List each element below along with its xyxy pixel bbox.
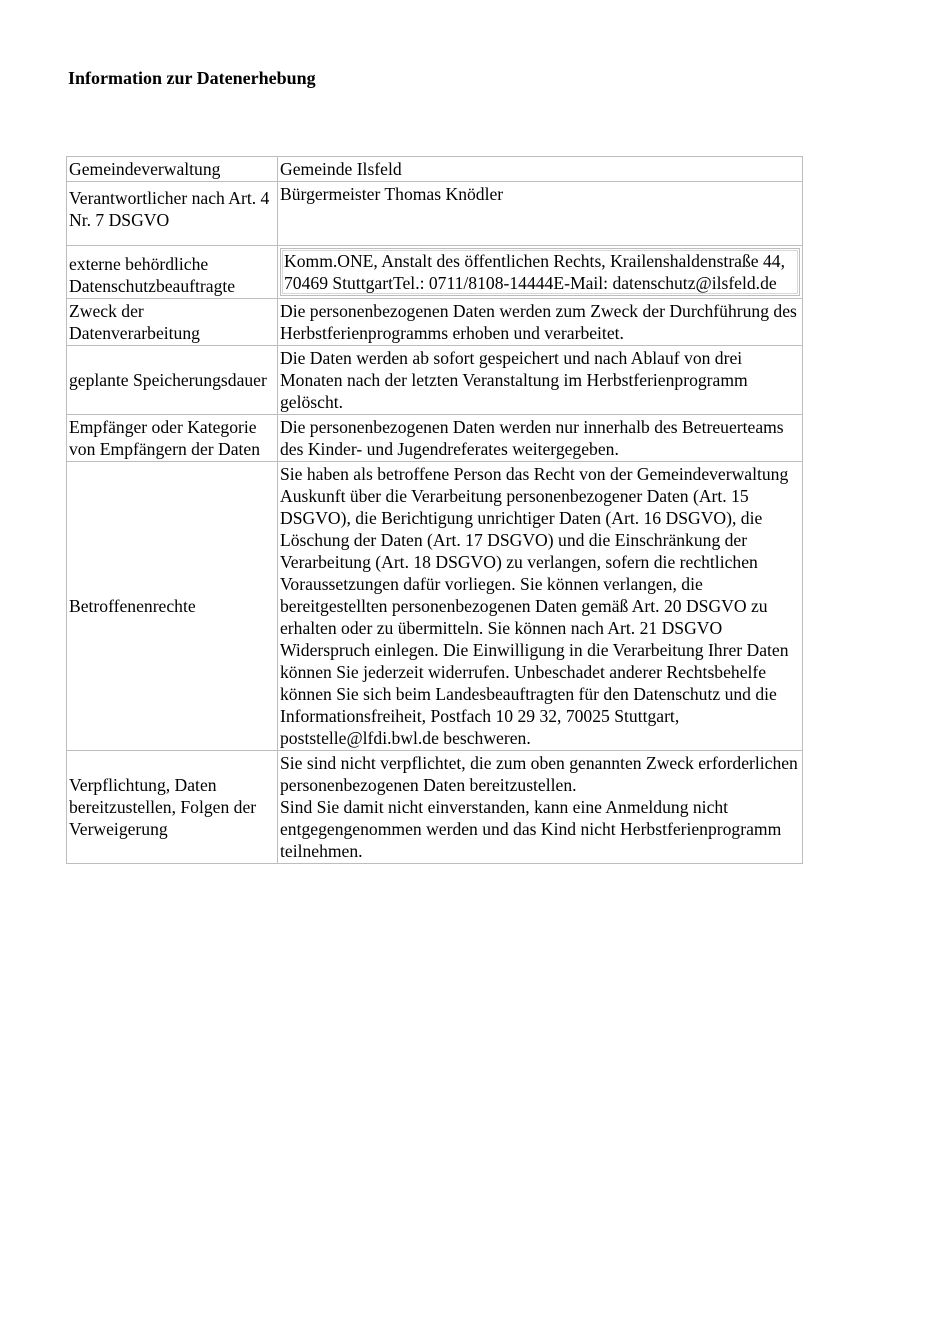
table-row [67,751,803,864]
row-value [278,751,803,864]
page-title: Information zur Datenerhebung [68,68,316,88]
value-paragraph: Sind Sie damit nicht einverstanden, kann eine Anmeldung nicht entgegengenommen werden und das Kind nicht Herbstferienprogramm teilnehmen. [280,797,782,861]
row-value [278,246,803,299]
value-paragraph: Sie sind nicht verpflichtet, die zum oben genannten Zweck erforderlichen personenbezogenen Daten bereitzustellen. [280,753,798,795]
row-label: externe behördliche Datenschutzbeauftragte [67,246,278,299]
row-value: Die Daten werden ab sofort gespeichert und nach Ablauf von drei Monaten nach der letzten Veranstaltung im Herbstferienprogramm gelöscht. [278,346,803,415]
table-row [67,346,803,415]
row-label: Verpflichtung, Daten bereitzustellen, Folgen der Verweigerung [67,751,278,864]
row-label: Gemeindeverwaltung [67,157,278,182]
data-protection-table [66,156,803,864]
row-value: Bürgermeister Thomas Knödler [278,182,803,246]
table-row [67,415,803,462]
row-label: Zweck der Datenverarbeitung [67,299,278,346]
row-label: geplante Speicherungsdauer [67,346,278,415]
row-value: Gemeinde Ilsfeld [278,157,803,182]
table-row [67,246,803,299]
row-value: Die personenbezogenen Daten werden zum Zweck der Durchführung des Herbstferienprogramms erhoben und verarbeitet. [278,299,803,346]
table-row [67,157,803,182]
row-label: Empfänger oder Kategorie von Empfängern der Daten [67,415,278,462]
row-value: Sie haben als betroffene Person das Recht von der Gemeindeverwaltung Auskunft über die Verarbeitung personenbezogener Daten (Art. 15 DSGVO), die Berichtigung unrichtiger Daten (Art. 16 DSGVO), die Löschung der Daten (Art. 17 DSGVO) und die Einschränkung der Verarbeitung (Art. 18 DSGVO) zu verlangen, sofern die rechtlichen Voraussetzungen dafür vorliegen. Sie können verlangen, die bereitgestellten personenbezogenen Daten gemäß Art. 20 DSGVO zu erhalten oder zu übermitteln. Sie können nach Art. 21 DSGVO Widerspruch einlegen. Die Einwilligung in die Verarbeitung Ihrer Daten können Sie jederzeit widerrufen. Unbeschadet anderer Rechtsbehelfe können Sie sich beim Landesbeauftragten für den Datenschutz und die Informationsfreiheit, Postfach 10 29 32, 70025 Stuttgart, poststelle@lfdi.bwl.de beschweren. [278,462,803,751]
row-value: Die personenbezogenen Daten werden nur innerhalb des Betreuerteams des Kinder- und Jugendreferates weitergegeben. [278,415,803,462]
table-row [67,462,803,751]
table-row [67,182,803,246]
row-label: Betroffenenrechte [67,462,278,751]
contact-box: Komm.ONE, Anstalt des öffentlichen Rechts, Krailenshaldenstraße 44, 70469 StuttgartTel.: 0711/8108-14444E-Mail: datenschutz@ilsfeld.de [280,248,800,296]
row-label: Verantwortlicher nach Art. 4 Nr. 7 DSGVO [67,182,278,246]
table-row [67,299,803,346]
